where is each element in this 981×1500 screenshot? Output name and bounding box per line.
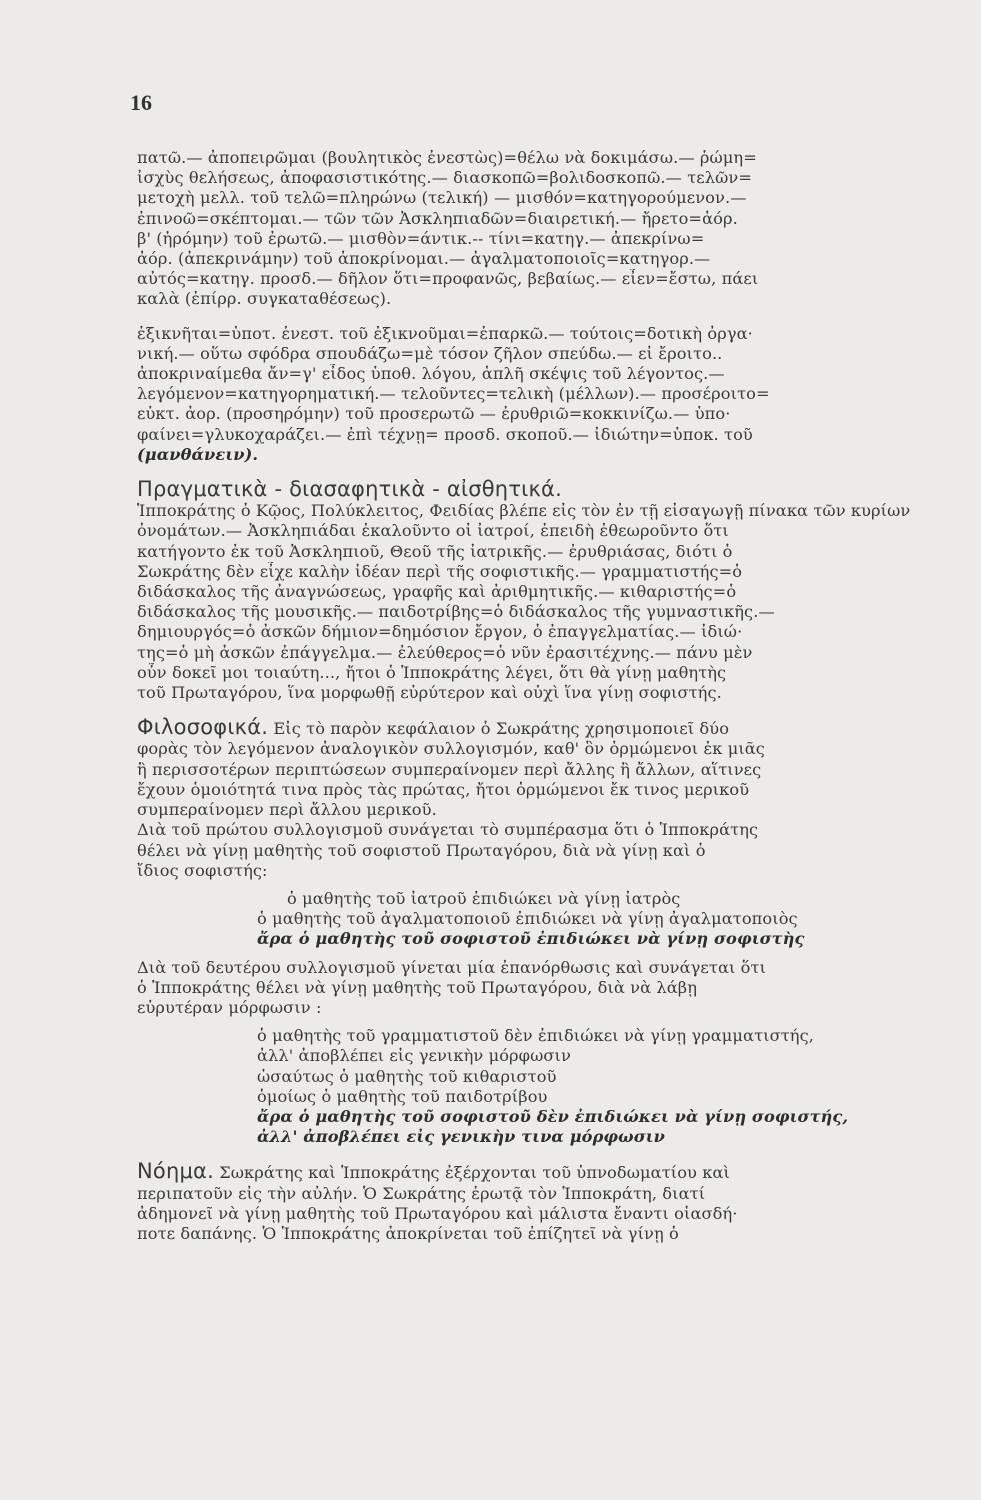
vocab-line: ἀποκριναίμεθα ἄν=γ' εἶδος ὑποθ. λόγου, ἁπλῆ σκέψις τοῦ λέγοντος.— bbox=[137, 364, 725, 384]
vocab-line: λεγόμενον=κατηγορηματική.— τελοῦντες=τελικὴ (μέλλων).— προσέροιτο= bbox=[137, 384, 770, 404]
section-heading: Πραγματικὰ - διασαφητικὰ - αἰσθητικά. bbox=[137, 479, 562, 502]
paragraph-line: φορὰς τὸν λεγόμενον ἀναλογικὸν συλλογισμόν, καθ' ὃν ὁρμώμενοι ἐκ μιᾶς bbox=[137, 739, 765, 759]
vocab-line: αὐτός=κατηγ. προσδ.— δῆλον ὅτι=προφανῶς, βεβαίως.— εἶεν=ἔστω, πάει bbox=[137, 269, 759, 289]
paragraph-line: της=ὁ μὴ ἀσκῶν ἐπάγγελμα.— ἐλεύθερος=ὁ νῦν ἐρασιτέχνης.— πάνυ μὲν bbox=[137, 642, 753, 662]
paragraph-line: θέλει νὰ γίνῃ μαθητὴς τοῦ σοφιστοῦ Πρωταγόρου, διὰ νὰ γίνῃ καὶ ὁ bbox=[137, 840, 706, 860]
vocab-line: καλὰ (ἐπίρρ. συγκαταθέσεως). bbox=[137, 289, 392, 309]
vocab-line: ἀόρ. (ἀπεκρινάμην) τοῦ ἀποκρίνομαι.— ἀγαλματοποιοῖς=κατηγορ.— bbox=[137, 249, 711, 269]
vocab-line: (μανθάνειν). bbox=[137, 444, 259, 464]
syllogism-conclusion: ἄρα ὁ μαθητὴς τοῦ σοφιστοῦ δὲν ἐπιδιώκει νὰ γίνῃ σοφιστής, bbox=[257, 1106, 849, 1126]
paragraph-line: κατήγοντο ἐκ τοῦ Ἀσκληπιοῦ, Θεοῦ τῆς ἰατρικῆς.— ἐρυθριάσας, διότι ὁ bbox=[137, 541, 733, 561]
vocab-line: εὐκτ. ἀορ. (προσηρόμην) τοῦ προσερωτῶ — ἐρυθριῶ=κοκκινίζω.— ὑπο· bbox=[137, 404, 731, 424]
noema-section bbox=[137, 1161, 949, 1244]
paragraph-line: ἴδιος σοφιστής: bbox=[137, 860, 268, 880]
paragraph-line: Εἰς τὸ παρὸν κεφάλαιον ὁ Σωκράτης χρησιμοποιεῖ δύο bbox=[273, 719, 730, 739]
vocabulary-section bbox=[137, 148, 949, 465]
page-content bbox=[137, 148, 949, 1244]
syllogism-conclusion: ἄρα ὁ μαθητὴς τοῦ σοφιστοῦ ἐπιδιώκει νὰ γίνῃ σοφιστὴς bbox=[257, 929, 805, 949]
paragraph-line: τοῦ Πρωταγόρου, ἵνα μορφωθῇ εὐρύτερον καὶ οὐχὶ ἵνα γίνῃ σοφιστής. bbox=[137, 683, 722, 703]
paragraph-line: Σωκράτης δὲν εἶχε καλὴν ἰδέαν περὶ τῆς σοφιστικῆς.— γραμματιστής=ὁ bbox=[137, 561, 743, 581]
paragraph-line: δημιουργός=ὁ ἀσκῶν δήμιον=δημόσιον ἔργον, ὁ ἐπαγγελματίας.— ἰδιώ· bbox=[137, 622, 743, 642]
vocab-line: φαίνει=γλυκοχαράζει.— ἐπὶ τέχνῃ= προσδ. σκοποῦ.— ἰδιώτην=ὑποκ. τοῦ bbox=[137, 424, 753, 444]
vocab-line: ἰσχὺς θελήσεως, ἀποφασιστικότης.— διασκοπῶ=βολιδοσκοπῶ.— τελῶν= bbox=[137, 168, 753, 188]
pragmatika-section bbox=[137, 479, 949, 703]
section-heading: Φιλοσοφικά. bbox=[137, 717, 269, 740]
paragraph-line: Διὰ τοῦ πρώτου συλλογισμοῦ συνάγεται τὸ συμπέρασμα ὅτι ὁ Ἱπποκράτης bbox=[137, 820, 759, 840]
page-number: 16 bbox=[130, 90, 152, 115]
paragraph-line: οὖν δοκεῖ μοι τοιαύτη..., ἤτοι ὁ Ἱπποκράτης λέγει, ὅτι θὰ γίνῃ μαθητὴς bbox=[137, 662, 727, 682]
paragraph-line: εὐρυτέραν μόρφωσιν : bbox=[137, 997, 322, 1017]
vocab-line: ἐξικνῆται=ὑποτ. ἐνεστ. τοῦ ἐξικνοῦμαι=ἐπαρκῶ.— τούτοις=δοτικὴ ὀργα· bbox=[137, 323, 753, 343]
paragraph-line: Ἱπποκράτης ὁ Κῷος, Πολύκλειτος, Φειδίας βλέπε εἰς τὸν ἐν τῇ εἰσαγωγῇ πίνακα τῶν κυρίων bbox=[137, 501, 911, 521]
paragraph-line: ὁ Ἱπποκράτης θέλει νὰ γίνῃ μαθητὴς τοῦ Πρωταγόρου, διὰ νὰ λάβῃ bbox=[137, 977, 698, 997]
syllogism-line: ὁ μαθητὴς τοῦ γραμματιστοῦ δὲν ἐπιδιώκει νὰ γίνῃ γραμματιστής, bbox=[257, 1026, 814, 1046]
syllogism-line: ὁμοίως ὁ μαθητὴς τοῦ παιδοτρίβου bbox=[257, 1086, 548, 1106]
paragraph-line: Σωκράτης καὶ Ἱπποκράτης ἐξέρχονται τοῦ ὑπνοδωματίου καὶ bbox=[219, 1163, 730, 1183]
syllogism-line: ἀλλ' ἀποβλέπει εἰς γενικὴν μόρφωσιν bbox=[257, 1046, 571, 1066]
paragraph-line: ποτε δαπάνης. Ὁ Ἱπποκράτης ἀποκρίνεται τοῦ ἐπίζητεῖ νὰ γίνῃ ὁ bbox=[137, 1223, 679, 1243]
paragraph-line: ὀνομάτων.— Ἀσκληπιάδαι ἐκαλοῦντο οἱ ἰατροί, ἐπειδὴ ἐθεωροῦντο ὅτι bbox=[137, 521, 729, 541]
vocab-line: ἐπινοῶ=σκέπτομαι.— τῶν τῶν Ἀσκληπιαδῶν=διαιρετική.— ἤρετο=ἀόρ. bbox=[137, 208, 738, 228]
syllogism-line: ὡσαύτως ὁ μαθητὴς τοῦ κιθαριστοῦ bbox=[257, 1066, 557, 1086]
syllogism-line: ὁ μαθητὴς τοῦ ἰατροῦ ἐπιδιώκει νὰ γίνῃ ἰατρὸς bbox=[287, 888, 681, 908]
philosophika-section bbox=[137, 717, 949, 1147]
vocab-line: β' (ἠρόμην) τοῦ ἐρωτῶ.— μισθὸν=άντικ.-- τίνι=κατηγ.— ἀπεκρίνω= bbox=[137, 228, 705, 248]
paragraph-line: διδάσκαλος τῆς ἀναγνώσεως, γραφῆς καὶ ἀριθμητικῆς.— κιθαριστής=ὁ bbox=[137, 582, 737, 602]
vocab-line: νική.— οὕτω σφόδρα σπουδάζω=μὲ τόσον ζῆλον σπεύδω.— εἰ ἔροιτο.. bbox=[137, 343, 723, 363]
syllogism-line: ὁ μαθητὴς τοῦ ἀγαλματοποιοῦ ἐπιδιώκει νὰ γίνῃ ἀγαλματοποιὸς bbox=[257, 909, 798, 929]
vocab-line: μετοχὴ μελλ. τοῦ τελῶ=πληρώνω (τελική) — μισθόν=κατηγορούμενον.— bbox=[137, 188, 747, 208]
paragraph-line: Διὰ τοῦ δευτέρου συλλογισμοῦ γίνεται μία ἐπανόρθωσις καὶ συνάγεται ὅτι bbox=[137, 957, 767, 977]
vocab-line: πατῶ.— ἀποπειρῶμαι (βουλητικὸς ἐνεστὼς)=θέλω νὰ δοκιμάσω.— ῥώμη= bbox=[137, 148, 757, 167]
section-heading: Νόημα. bbox=[137, 1161, 214, 1184]
paragraph-line: ἢ περισσοτέρων περιπτώσεων συμπεραίνομεν περὶ ἄλλης ἢ ἄλλων, αἵτινες bbox=[137, 759, 762, 779]
paragraph-line: συμπεραίνομεν περὶ ἄλλου μερικοῦ. bbox=[137, 800, 437, 820]
paragraph-line: περιπατοῦν εἰς τὴν αὐλήν. Ὁ Σωκράτης ἐρωτᾷ τὸν Ἱπποκράτη, διατί bbox=[137, 1183, 706, 1203]
paragraph-line: διδάσκαλος τῆς μουσικῆς.— παιδοτρίβης=ὁ διδάσκαλος τῆς γυμναστικῆς.— bbox=[137, 602, 775, 622]
paragraph-line: ἔχουν ὁμοιότητά τινα πρὸς τὰς πρώτας, ἤτοι ὁρμώμενοι ἔκ τινος μερικοῦ bbox=[137, 779, 750, 799]
syllogism-conclusion: ἀλλ' ἀποβλέπει εἰς γενικὴν τινα μόρφωσιν bbox=[257, 1127, 665, 1147]
paragraph-line: ἀδημονεῖ νὰ γίνῃ μαθητὴς τοῦ Πρωταγόρου καὶ μάλιστα ἔναντι οἱασδή· bbox=[137, 1203, 738, 1223]
